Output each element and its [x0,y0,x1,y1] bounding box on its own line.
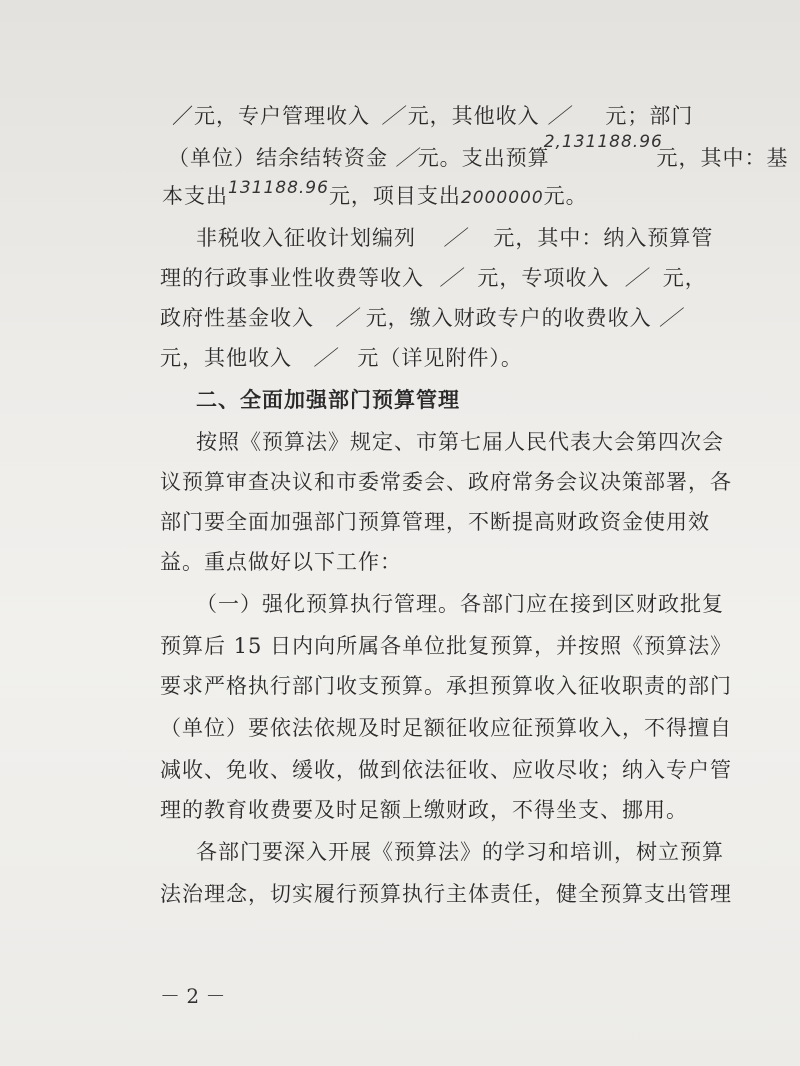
text-segment: ／元，专户管理收入 [172,104,378,128]
text-line: 法治理念，切实履行预算执行主体责任，健全预算支出管理 [160,882,732,906]
text-line [168,132,789,172]
text-line: 部门要全面加强部门预算管理，不断提高财政资金使用效 [160,510,710,534]
text-segment: 元。 [543,184,588,208]
text-segment: 元（详见附件）。 [349,346,523,370]
text-line: 减收、免收、缓收，做到依法征收、应收尽收；纳入专户管 [160,758,732,782]
text-line: 按照《预算法》规定、市第七届人民代表大会第四次会 [196,430,724,454]
text-line: 理的教育收费要及时足额上缴财政，不得坐支、挪用。 [160,798,688,822]
text-segment: （单位）结余结转资金 [168,146,396,170]
text-line [160,342,523,372]
section-heading: 二、全面加强部门预算管理 [196,388,460,412]
text-line [160,302,681,332]
text-segment: 元，其中：基 [648,146,789,170]
text-line [162,180,588,210]
text-segment: 元，专项收入 [469,266,618,290]
text-line: 议预算审查决议和市委常委会、政府常务会议决策部署，各 [160,470,732,494]
text-segment: 元，项目支出 [328,184,461,208]
handwritten-dash: ／ [335,306,358,330]
text-segment: 元；部门 [597,104,694,128]
text-line: 预算后 15 日内向所属各单位批复预算，并按照《预算法》 [160,634,733,658]
text-segment: 政府性基金收入 [160,306,322,330]
handwritten-amount: 2,131188.96 [543,132,663,152]
text-line: 益。重点做好以下工作： [160,550,402,574]
text-line [172,100,693,130]
text-segment: 元，其他收入 [160,346,300,370]
text-line [160,262,707,292]
handwritten-dash: ／ [625,266,648,290]
text-line [196,222,713,252]
handwritten-dash: ／ [659,306,682,330]
text-segment: 元， [655,266,707,290]
page-number: － 2 － [160,984,226,1008]
text-line: （单位）要依法依规及时足额征收应征预算收入，不得擅自 [160,716,732,740]
handwritten-dash: ／ [381,104,404,128]
handwritten-amount: 131188.96 [228,178,329,198]
text-segment: 本支出 [162,184,228,208]
text-segment: 元，其他收入 [407,104,540,128]
text-line: 各部门要深入开展《预算法》的学习和培训，树立预算 [196,840,724,864]
handwritten-dash: ／ [439,266,462,290]
handwritten-dash: ／ [313,346,336,370]
text-segment: 元。支出预算 [417,146,550,170]
handwritten-dash: ／ [395,146,418,170]
text-line: （一）强化预算执行管理。各部门应在接到区财政批复 [196,592,724,616]
text-segment: 非税收入征收计划编列 [196,226,424,250]
handwritten-amount: 2000000 [460,188,544,208]
text-segment: 元，其中：纳入预算管 [485,226,714,250]
text-segment: 理的行政事业性收费等收入 [160,266,432,290]
handwritten-dash: ／ [547,104,570,128]
text-line: 要求严格执行部门收支预算。承担预算收入征收职责的部门 [160,674,732,698]
handwritten-dash: ／ [443,226,466,250]
text-segment: 元，缴入财政专户的收费收入 [365,306,660,330]
